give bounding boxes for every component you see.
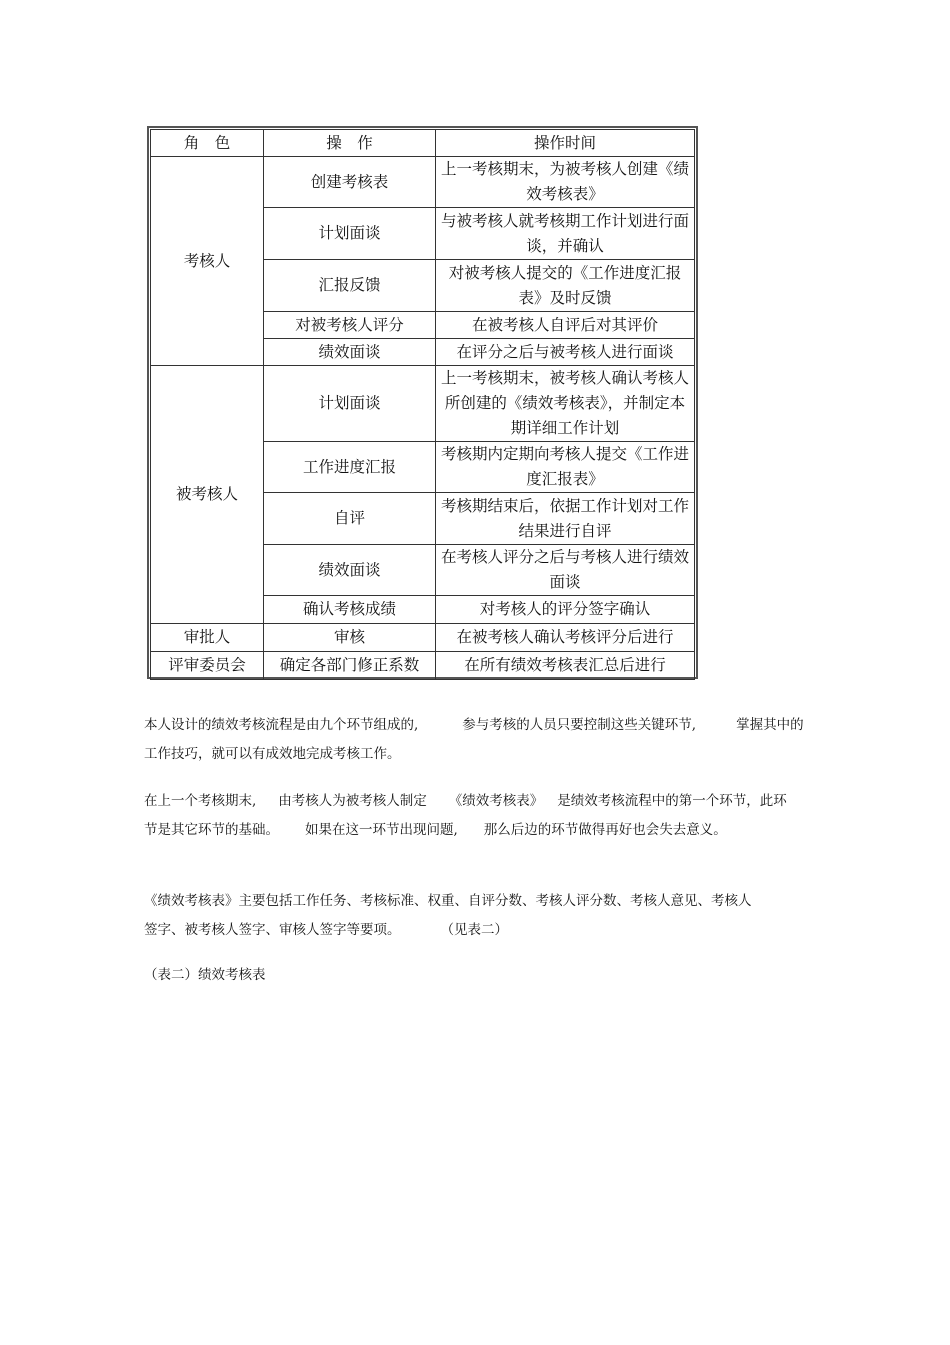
time-cell: 考核期结束后，依据工作计划对工作结果进行自评 [436, 493, 695, 545]
time-cell: 在被考核人确认考核评分后进行 [436, 624, 695, 652]
time-cell: 对被考核人提交的《工作进度汇报表》及时反馈 [436, 260, 695, 312]
header-operation: 操 作 [264, 130, 436, 157]
time-cell: 与被考核人就考核期工作计划进行面谈，并确认 [436, 208, 695, 260]
time-cell: 考核期内定期向考核人提交《工作进度汇报表》 [436, 442, 695, 493]
operation-cell: 确认考核成绩 [264, 596, 436, 624]
paragraph-text: 那么后边的环节做得再好也会失去意义。 [483, 822, 727, 838]
paragraph-text: 本人设计的绩效考核流程是由九个环节组成的, [144, 717, 419, 733]
operation-cell: 绩效面谈 [264, 339, 436, 366]
operation-cell: 汇报反馈 [264, 260, 436, 312]
workflow-table-frame [147, 126, 698, 679]
paragraph-text: 如果在这一环节出现问题, [305, 822, 458, 838]
paragraph-table-contents [144, 887, 754, 945]
paragraph-first-step [144, 787, 794, 845]
paragraph-text: 是绩效考核流程中的第一个环节，此环节是其它环节的基础。 [144, 793, 787, 838]
table-row [151, 366, 695, 442]
header-operation-time: 操作时间 [436, 130, 695, 157]
paragraph-process-intro [144, 711, 810, 769]
paragraph-text: 参与考核的人员只要控制这些关键环节, [462, 717, 697, 733]
operation-cell: 创建考核表 [264, 157, 436, 208]
operation-cell: 自评 [264, 493, 436, 545]
table-header-row [151, 130, 695, 157]
paragraph-text: （见表二） [440, 922, 508, 938]
paragraph-text: 《绩效考核表》主要包括工作任务、考核标准、权重、自评分数、考核人评分数、考核人意见、考核人签字、被考核人签字、审核人签字等要项。 [144, 893, 752, 938]
operation-cell: 工作进度汇报 [264, 442, 436, 493]
operation-cell: 计划面谈 [264, 366, 436, 442]
time-cell: 在评分之后与被考核人进行面谈 [436, 339, 695, 366]
table-row [151, 157, 695, 208]
table-row [151, 652, 695, 680]
time-cell: 上一考核期末，被考核人确认考核人所创建的《绩效考核表》，并制定本期详细工作计划 [436, 366, 695, 442]
paragraph-text: 掌握其中的工作技巧，就可以有成效地完成考核工作。 [144, 717, 804, 762]
table-row [151, 624, 695, 652]
time-cell: 对考核人的评分签字确认 [436, 596, 695, 624]
time-cell: 在所有绩效考核表汇总后进行 [436, 652, 695, 680]
header-role: 角 色 [151, 130, 264, 157]
role-cell: 被考核人 [151, 366, 264, 624]
operation-cell: 绩效面谈 [264, 545, 436, 596]
operation-cell: 对被考核人评分 [264, 312, 436, 339]
workflow-table [150, 129, 695, 680]
time-cell: 上一考核期末，为被考核人创建《绩效考核表》 [436, 157, 695, 208]
operation-cell: 确定各部门修正系数 [264, 652, 436, 680]
role-cell: 评审委员会 [151, 652, 264, 680]
paragraph-text: 《绩效考核表》 [448, 793, 544, 809]
operation-cell: 审核 [264, 624, 436, 652]
operation-cell: 计划面谈 [264, 208, 436, 260]
time-cell: 在考核人评分之后与考核人进行绩效面谈 [436, 545, 695, 596]
time-cell: 在被考核人自评后对其评价 [436, 312, 695, 339]
table-two-caption: （表二）绩效考核表 [144, 967, 266, 983]
role-cell: 审批人 [151, 624, 264, 652]
paragraph-text: 由考核人为被考核人制定 [278, 793, 427, 809]
role-cell: 考核人 [151, 157, 264, 366]
paragraph-text: 在上一个考核期末, [144, 793, 257, 809]
